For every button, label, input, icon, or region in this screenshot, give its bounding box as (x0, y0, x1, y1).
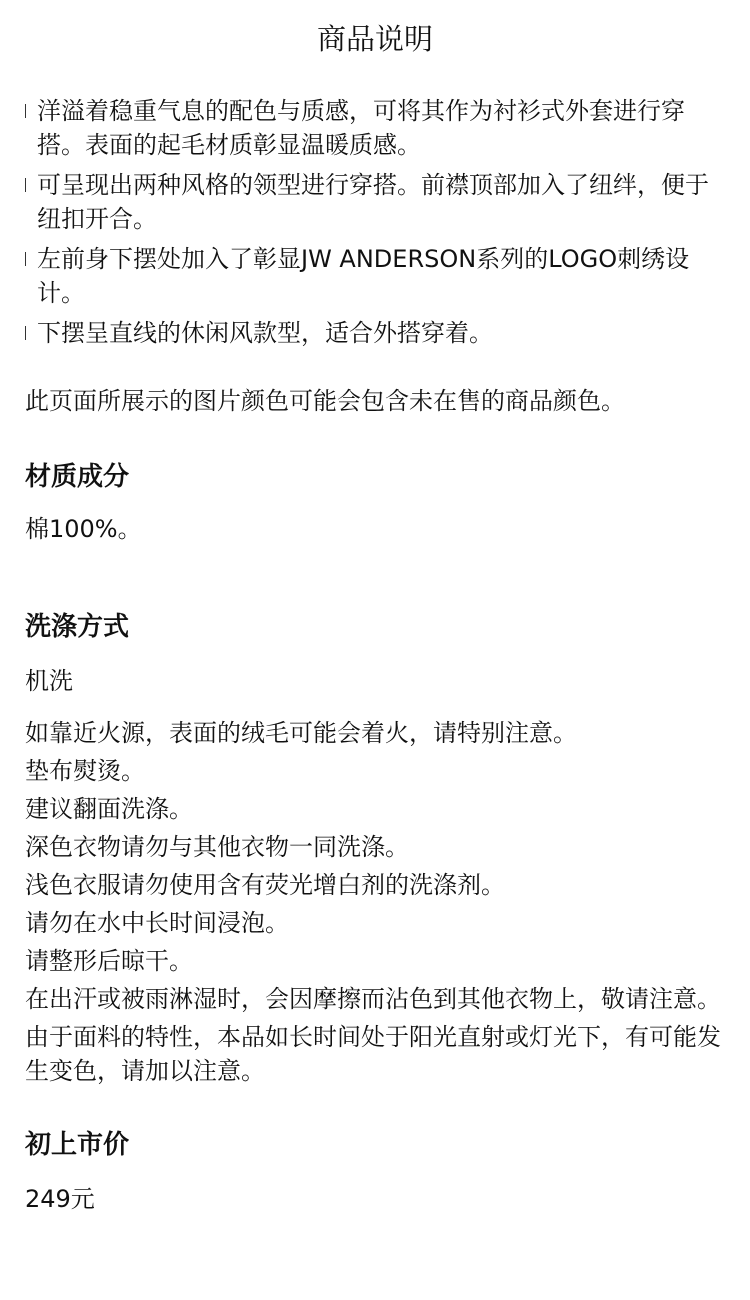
care-note: 请整形后晾干。 (25, 947, 193, 975)
care-title: 洗涤方式 (25, 612, 130, 642)
dash-bullet-icon (25, 178, 26, 192)
feature-item (25, 94, 725, 162)
care-note: 由于面料的特性，本品如长时间处于阳光直射或灯光下，有可能发生变色，请加以注意。 (25, 1023, 721, 1085)
price-title: 初上市价 (25, 1130, 130, 1160)
feature-text: 左前身下摆处加入了彰显JW ANDERSON系列的LOGO刺绣设计。 (37, 245, 690, 307)
care-note: 垫布熨烫。 (25, 757, 145, 785)
material-title: 材质成分 (25, 462, 130, 492)
feature-text: 下摆呈直线的休闲风款型，适合外搭穿着。 (37, 319, 493, 347)
material-content: 棉100%。 (25, 515, 142, 543)
care-note: 浅色衣服请勿使用含有荧光增白剂的洗涤剂。 (25, 871, 505, 899)
price-value: 249元 (25, 1185, 95, 1213)
color-disclaimer: 此页面所展示的图片颜色可能会包含未在售的商品颜色。 (25, 387, 625, 415)
feature-item (25, 316, 725, 350)
dash-bullet-icon (25, 252, 26, 266)
care-notes-list (25, 716, 725, 1088)
price-section (25, 1128, 725, 1216)
care-section (25, 610, 725, 1088)
page-title: 商品说明 (316, 22, 433, 56)
care-note: 如靠近火源，表面的绒毛可能会着火，请特别注意。 (25, 719, 577, 747)
care-note: 深色衣物请勿与其他衣物一同洗涤。 (25, 833, 409, 861)
feature-text: 可呈现出两种风格的领型进行穿搭。前襟顶部加入了纽绊，便于纽扣开合。 (37, 171, 709, 233)
care-method: 机洗 (25, 667, 73, 695)
feature-text: 洋溢着稳重气息的配色与质感，可将其作为衬衫式外套进行穿搭。表面的起毛材质彰显温暖质感。 (37, 97, 685, 159)
dash-bullet-icon (25, 104, 26, 118)
dash-bullet-icon (25, 326, 26, 340)
care-note: 请勿在水中长时间浸泡。 (25, 909, 289, 937)
feature-item (25, 242, 725, 310)
care-note: 在出汗或被雨淋湿时，会因摩擦而沾色到其他衣物上，敬请注意。 (25, 985, 721, 1013)
material-section (25, 460, 725, 546)
feature-item (25, 168, 725, 236)
feature-list (25, 94, 725, 350)
care-note: 建议翻面洗涤。 (25, 795, 193, 823)
